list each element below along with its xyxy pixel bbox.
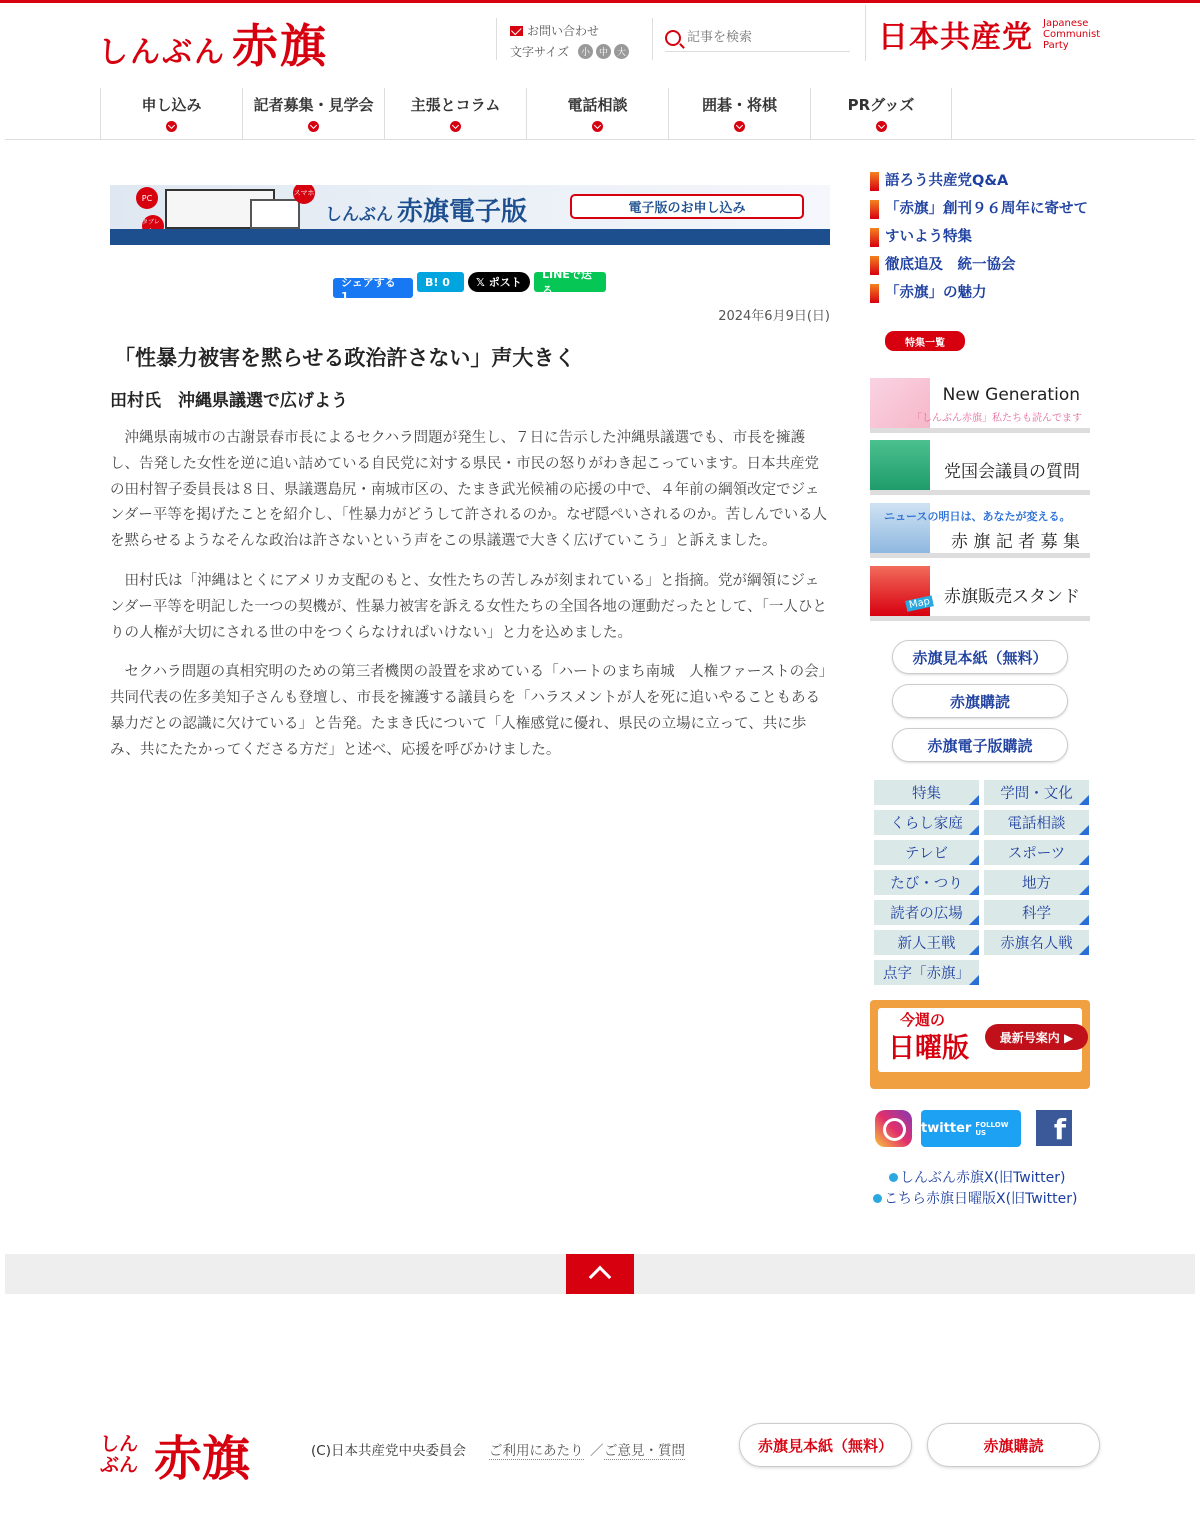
jcp-logo-english: [1043, 18, 1100, 51]
card-title: New Generation: [942, 385, 1080, 405]
header-divider: [652, 18, 653, 60]
twitter-follow-label: FOLLOW US: [975, 1120, 1009, 1137]
bar-icon: [870, 172, 879, 191]
header-divider: [865, 5, 866, 61]
article-date: 2024年6月9日(日): [718, 309, 830, 324]
bar-icon: [870, 256, 879, 275]
chevron-down-icon: [166, 121, 177, 132]
feature-link-label: すいよう特集: [885, 229, 972, 245]
mail-icon: [510, 26, 523, 36]
nav-item-pr-goods[interactable]: [810, 88, 952, 140]
card-subtitle: ニュースの明日は、あなたが変える。: [884, 510, 1071, 523]
article-title: 「性暴力被害を黙らせる政治許さない」声大きく: [114, 346, 576, 370]
twitter-label: twitter: [921, 1121, 972, 1136]
search-box: [665, 24, 850, 52]
banner-feature: [560, 230, 671, 243]
category-link[interactable]: スポーツ: [984, 840, 1089, 865]
instagram-icon[interactable]: [875, 1110, 912, 1147]
footer-subscribe-button[interactable]: 赤旗購読: [927, 1423, 1100, 1467]
site-logo[interactable]: [98, 10, 328, 73]
nav-item-apply[interactable]: [100, 88, 242, 140]
card-title: 党国会議員の質問: [944, 462, 1080, 482]
footer-link-separator: ／: [590, 1443, 604, 1459]
chevron-down-icon: [308, 121, 319, 132]
feature-link-label: 「赤旗」の魅力: [885, 285, 987, 301]
facebook-icon[interactable]: f: [1036, 1110, 1072, 1146]
card-reporter-recruit[interactable]: [870, 503, 1090, 558]
font-size-label: 文字サイズ: [510, 45, 570, 59]
banner-feature-text: 過去1年分の検索ができる: [702, 233, 807, 243]
article-paragraph: 沖縄県南城市の古謝景春市長によるセクハラ問題が発生し、７日に告示した沖縄県議選でも、市長を擁護し、告発した女性を逆に追い詰めている自民党に対する県民・市民の怒りがわき起こっています。日本共産党の田村智子委員長は８日、県議選島尻・南城市区の、たまき武光候補の応援の中で、４年前の綱領改定でジェンダー平等を掲げたことを紹介し、「性暴力がどうして許されるのか。なぜ隠ぺいされるのか。苦しんでいる人を黙らせるようなそんな政治は許さないという声をこの県議選で大きく広げていこう」と訴えました。: [110, 430, 828, 550]
jcp-logo[interactable]: [878, 12, 1100, 56]
bar-icon: [870, 284, 879, 303]
features-all-button[interactable]: 特集一覧: [885, 331, 965, 351]
feature-link-label: 「赤旗」創刊９６周年に寄せて: [885, 201, 1088, 217]
banner-title-big: 赤旗電子版: [397, 197, 528, 227]
nav-label: 主張とコラム: [410, 96, 501, 114]
jcp-en-line: Communist: [1043, 28, 1101, 40]
jcp-en-line: Japanese: [1043, 17, 1089, 29]
bar-icon: [870, 228, 879, 247]
footer-logo-small: しんぶん: [100, 1432, 139, 1476]
top-accent-line: [0, 0, 1200, 3]
header-divider: [496, 18, 497, 60]
x-link-label: こちら赤旗日曜版X(旧Twitter): [884, 1191, 1078, 1207]
sample-paper-button[interactable]: 赤旗見本紙（無料）: [892, 640, 1068, 674]
category-link[interactable]: 電話相談: [984, 810, 1089, 835]
twitter-follow-button[interactable]: [921, 1110, 1021, 1147]
diet-building-icon: [870, 440, 930, 490]
category-link[interactable]: 赤旗名人戦: [984, 930, 1089, 955]
category-link[interactable]: くらし家庭: [874, 810, 979, 835]
nav-divider: [5, 139, 1195, 140]
digital-subscribe-button[interactable]: 赤旗電子版購読: [892, 728, 1068, 762]
article-body: [110, 426, 830, 778]
facebook-share-button[interactable]: シェアする 1: [333, 278, 413, 298]
feature-link[interactable]: [870, 284, 1090, 303]
article-paragraph: 田村氏は「沖縄はとくにアメリカ支配のもと、女性たちの苦しみが刻まれている」と指摘。党が綱領にジェンダー平等を明記した一つの契機が、性暴力被害を訴える女性たちの全国各地の運動だったとして、「一人ひとりの人権が大切にされる世の中をつくらなければいけない」と力を込めました。: [110, 572, 827, 641]
line-share-button[interactable]: LINEで送る: [534, 272, 606, 292]
feature-link-label: 徹底追及 統一協会: [885, 257, 1016, 273]
nav-item-phone-consult[interactable]: [526, 88, 668, 140]
font-size-medium-button[interactable]: 中: [596, 44, 611, 59]
chevron-down-icon: [734, 121, 745, 132]
banner-title-small: しんぶん: [325, 205, 393, 225]
feature-link[interactable]: [870, 228, 1090, 247]
share-buttons: [333, 268, 606, 303]
banner-feature-text: 日刊紙が全ページ読める: [572, 233, 671, 243]
x-link-label: しんぶん赤旗X(旧Twitter): [900, 1170, 1066, 1186]
card-title: 赤旗販売スタンド: [944, 587, 1080, 607]
bullet-icon: [690, 233, 698, 241]
category-link[interactable]: 学問・文化: [984, 780, 1089, 805]
map-badge: Map: [905, 595, 934, 611]
copyright: (C)日本共産党中央委員会: [311, 1443, 466, 1459]
feature-link-label: 語ろう共産党Q&A: [885, 173, 1009, 189]
x-post-button[interactable]: 𝕏 ポスト: [468, 272, 530, 292]
footer-logo-big: 赤旗: [154, 1431, 251, 1487]
card-new-generation[interactable]: [870, 378, 1090, 433]
category-link[interactable]: 読者の広場: [874, 900, 979, 925]
nav-label: 電話相談: [567, 96, 628, 114]
bullet-icon: [560, 233, 568, 241]
category-link[interactable]: 点字「赤旗」: [874, 960, 979, 985]
nav-item-opinion[interactable]: [384, 88, 526, 140]
bullet-icon: [873, 1194, 882, 1203]
category-link[interactable]: 新人王戦: [874, 930, 979, 955]
card-title: 赤 旗 記 者 募 集: [950, 532, 1080, 552]
phone-badge: スマホ: [293, 185, 315, 204]
footer-sample-paper-button[interactable]: 赤旗見本紙（無料）: [739, 1423, 912, 1467]
banner-apply-button[interactable]: 電子版のお申し込み: [570, 194, 804, 219]
category-link[interactable]: 特集: [874, 780, 979, 805]
logo-big-text: 赤旗: [232, 19, 328, 73]
digital-edition-banner[interactable]: [110, 185, 830, 245]
font-size-small-button[interactable]: 小: [578, 44, 593, 59]
banner-subtitle: Akahata digital edition: [365, 233, 513, 243]
feedback-link[interactable]: ご意見・質問: [604, 1439, 685, 1460]
feature-link[interactable]: [870, 256, 1090, 275]
tablet-badge: タブレット: [142, 215, 164, 237]
bar-icon: [870, 200, 879, 219]
card-sales-stand[interactable]: [870, 566, 1090, 621]
nav-label: PRグッズ: [847, 96, 915, 114]
card-subtitle: 「しんぶん赤旗」私たちも読んでます: [912, 413, 1082, 424]
x-link[interactable]: [873, 1189, 1077, 1210]
sunday-banner-line2: 日曜版: [888, 1033, 969, 1064]
logo-small-text: しんぶん: [98, 35, 226, 70]
search-input[interactable]: [687, 30, 837, 45]
sunday-banner-line1: 今週の: [900, 1011, 946, 1029]
feature-link[interactable]: [870, 200, 1090, 219]
x-account-links: [873, 1168, 1077, 1210]
main-nav: [100, 88, 952, 140]
chevron-down-icon: [450, 121, 461, 132]
search-icon[interactable]: [665, 30, 681, 46]
laptop-illustration: [250, 199, 300, 229]
nav-label: 申し込み: [141, 96, 202, 114]
pc-badge: PC: [136, 187, 158, 209]
article-paragraph: セクハラ問題の真相究明のための第三者機関の設置を求めている「ハートのまち南城 人権ファーストの会」共同代表の佐多美知子さんも登壇し、市長を擁護する議員らを「ハラスメントが人を死に追いやることもある暴力だとの認識に欠けている」と告発。たまき氏について「人権感覚に優れ、県民の立場に立って、共に歩み、共にたたかってくださる方だ」と述べ、応援を呼びかけました。: [110, 664, 826, 758]
chevron-down-icon: [876, 121, 887, 132]
chevron-down-icon: [592, 121, 603, 132]
feature-links: [870, 172, 1090, 312]
terms-link[interactable]: ご利用にあたり: [489, 1439, 584, 1460]
banner-feature: [690, 230, 807, 243]
jcp-en-line: Party: [1043, 39, 1069, 51]
card-diet-questions[interactable]: [870, 440, 1090, 495]
sunday-edition-banner[interactable]: [870, 1000, 1090, 1089]
contact-link[interactable]: [510, 22, 599, 39]
x-link[interactable]: [873, 1168, 1077, 1189]
article-subtitle: 田村氏 沖縄県議選で広げよう: [110, 391, 348, 411]
category-link[interactable]: 科学: [984, 900, 1089, 925]
contact-label: お問い合わせ: [527, 24, 600, 38]
font-size-control: [510, 43, 629, 60]
nav-label: 囲碁・将棋: [701, 96, 777, 114]
hatena-bookmark-button[interactable]: B! 0: [417, 272, 464, 292]
font-size-large-button[interactable]: 大: [614, 44, 629, 59]
category-link[interactable]: テレビ: [874, 840, 979, 865]
category-link[interactable]: たび・つり: [874, 870, 979, 895]
subscribe-button[interactable]: 赤旗購読: [892, 684, 1068, 718]
category-link[interactable]: 地方: [984, 870, 1089, 895]
latest-issue-button[interactable]: 最新号案内 ▶: [985, 1024, 1088, 1050]
bullet-icon: [889, 1173, 898, 1182]
banner-title: [325, 191, 527, 228]
category-grid: [874, 780, 1089, 985]
nav-item-recruit[interactable]: [242, 88, 384, 140]
back-to-top-button[interactable]: [566, 1254, 634, 1294]
feature-link[interactable]: [870, 172, 1090, 191]
footer-logo[interactable]: [100, 1420, 250, 1489]
nav-label: 記者募集・見学会: [253, 96, 374, 114]
jcp-logo-kanji: 日本共産党: [878, 20, 1033, 55]
nav-item-go-shogi[interactable]: [668, 88, 810, 140]
